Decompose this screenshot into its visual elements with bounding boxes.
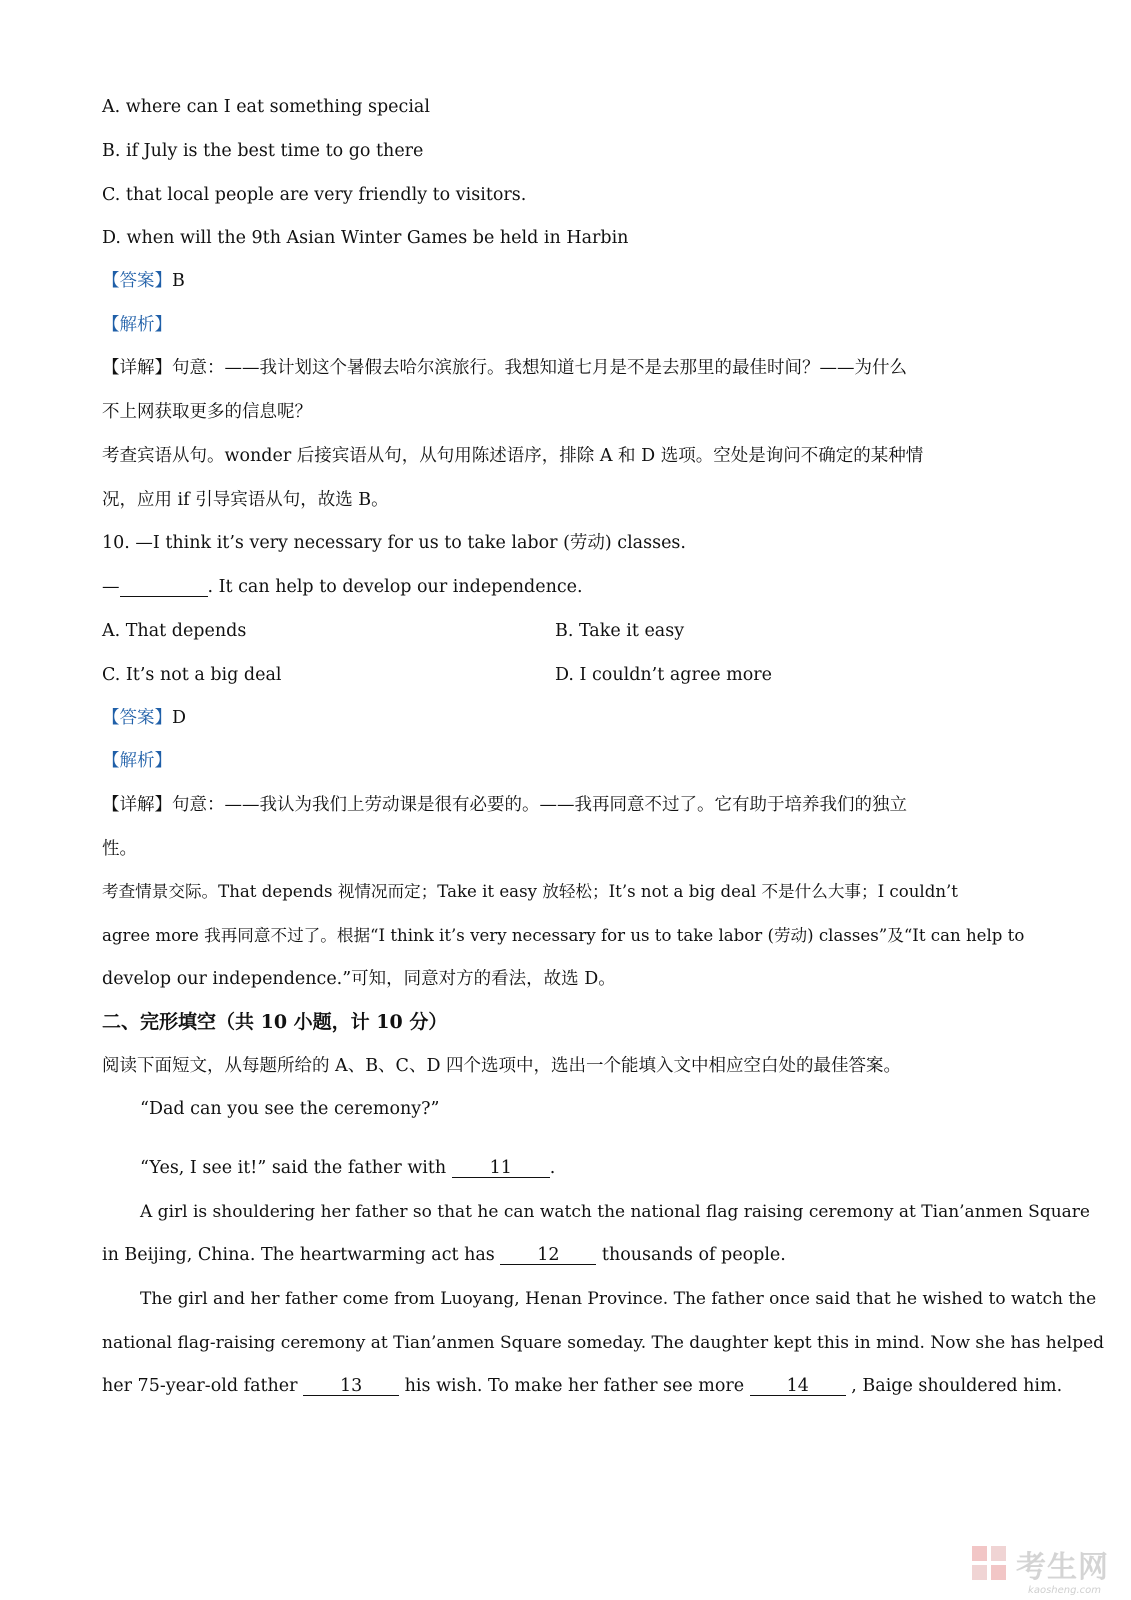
passage-line: The girl and her father come from Luoyang, Henan Province. The father once said that he wished to watch the: [140, 1289, 1097, 1309]
answer-blank: [120, 578, 208, 597]
q9-detail-line: 况，应用 if 引导宾语从句，故选 B。: [102, 490, 389, 510]
passage-text: “Yes, I see it!” said the father with: [140, 1158, 452, 1178]
passage-line: [102, 1375, 1062, 1397]
blank-13: 13: [303, 1377, 399, 1396]
passage-text: his wish. To make her father see more: [399, 1376, 750, 1396]
q10-detail-line: 考查情景交际。That depends 视情况而定；Take it easy 放轻松；It’s not a big deal 不是什么大事；I couldn’t: [102, 882, 958, 901]
q10-detail-line: 性。: [102, 839, 137, 859]
q10-detail-line: 【详解】句意：——我认为我们上劳动课是很有必要的。——我再同意不过了。它有助于培养我们的独立: [102, 795, 907, 815]
watermark-logo-icon: [970, 1544, 1010, 1584]
q9-option-a: A. where can I eat something special: [102, 97, 430, 117]
reply-dash: —: [102, 577, 120, 597]
passage-line: national flag-raising ceremony at Tian’anmen Square someday. The daughter kept this in mind. Now she has helped: [102, 1333, 1105, 1353]
section-instruction: 阅读下面短文，从每题所给的 A、B、C、D 四个选项中，选出一个能填入文中相应空白处的最佳答案。: [102, 1056, 902, 1076]
answer-label: 【答案】: [102, 708, 172, 728]
answer-label: 【答案】: [102, 271, 172, 291]
passage-text: thousands of people.: [596, 1245, 786, 1265]
answer-value: B: [172, 271, 185, 291]
q9-option-c: C. that local people are very friendly to visitors.: [102, 185, 527, 205]
watermark: [970, 1542, 1109, 1586]
section-heading: 二、完形填空（共 10 小题，计 10 分）: [102, 1011, 448, 1033]
passage-line: [140, 1157, 555, 1179]
blank-11: 11: [452, 1159, 550, 1178]
q10-analysis-label: 【解析】: [102, 751, 172, 771]
passage-text: in Beijing, China. The heartwarming act has: [102, 1245, 501, 1265]
blank-14: 14: [750, 1377, 846, 1396]
q10-detail-line: agree more 我再同意不过了。根据“I think it’s very necessary for us to take labor (劳动) classes”及“It can help to: [102, 926, 1025, 945]
q9-detail-line: 考查宾语从句。wonder 后接宾语从句，从句用陈述语序，排除 A 和 D 选项。空处是询问不确定的某种情: [102, 446, 924, 466]
reply-text: . It can help to develop our independence.: [207, 577, 583, 597]
passage-text: her 75-year-old father: [102, 1376, 304, 1396]
q10-option-a: A. That depends: [102, 621, 247, 641]
watermark-brand: 考生网: [1016, 1550, 1109, 1585]
q10-reply: [102, 576, 583, 598]
q9-option-b: B. if July is the best time to go there: [102, 141, 424, 161]
blank-12: 12: [500, 1246, 596, 1265]
passage-line: “Dad can you see the ceremony?”: [140, 1099, 440, 1119]
q9-detail-line: 【详解】句意：——我计划这个暑假去哈尔滨旅行。我想知道七月是不是去那里的最佳时间？——为什么: [102, 358, 907, 378]
q9-option-d: D. when will the 9th Asian Winter Games be held in Harbin: [102, 228, 629, 248]
q10-answer: [102, 707, 186, 729]
passage-line: [102, 1244, 786, 1266]
answer-value: D: [172, 708, 187, 728]
passage-line: A girl is shouldering her father so that he can watch the national flag raising ceremony at Tian’anmen Square: [140, 1202, 1090, 1222]
q9-answer: [102, 270, 185, 292]
q10-option-c: C. It’s not a big deal: [102, 665, 282, 685]
q9-detail-line: 不上网获取更多的信息呢？: [102, 402, 312, 422]
passage-text: , Baige shouldered him.: [845, 1376, 1063, 1396]
q10-stem: 10. —I think it’s very necessary for us to take labor (劳动) classes.: [102, 533, 686, 553]
watermark-url: kaosheng.com: [1028, 1585, 1101, 1596]
q10-option-b: B. Take it easy: [555, 621, 685, 641]
q9-analysis-label: 【解析】: [102, 315, 172, 335]
q10-option-d: D. I couldn’t agree more: [555, 665, 772, 685]
q10-detail-line: develop our independence.”可知，同意对方的看法，故选 D。: [102, 969, 616, 989]
passage-text: .: [549, 1158, 556, 1178]
